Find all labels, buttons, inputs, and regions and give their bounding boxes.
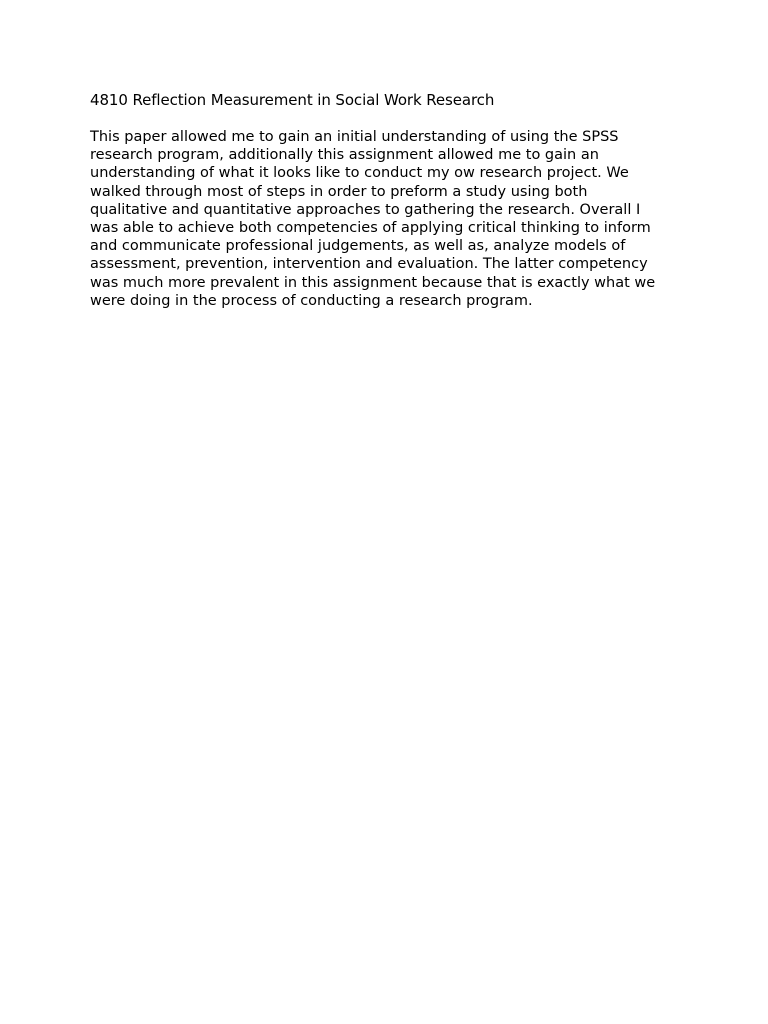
paragraph-line: assessment, prevention, intervention and evaluation. The latter competency — [90, 256, 648, 273]
paragraph-line: understanding of what it looks like to conduct my ow research project. We — [90, 165, 629, 182]
paragraph-line: research program, additionally this assignment allowed me to gain an — [90, 147, 599, 164]
paragraph-line: was able to achieve both competencies of applying critical thinking to inform — [90, 220, 651, 237]
paragraph-line: This paper allowed me to gain an initial understanding of using the SPSS — [90, 129, 619, 145]
paragraph-line: walked through most of steps in order to preform a study using both — [90, 183, 588, 200]
paragraph-line: was much more prevalent in this assignment because that is exactly what we — [90, 274, 656, 291]
reflection-paragraph — [90, 128, 690, 310]
paragraph-line: qualitative and quantitative approaches to gathering the research. Overall I — [90, 201, 641, 218]
document-title: 4810 Reflection Measurement in Social Work Research — [90, 91, 495, 109]
paragraph-line: were doing in the process of conducting a research program. — [90, 292, 533, 309]
paragraph-line: and communicate professional judgements, as well as, analyze models of — [90, 238, 626, 255]
